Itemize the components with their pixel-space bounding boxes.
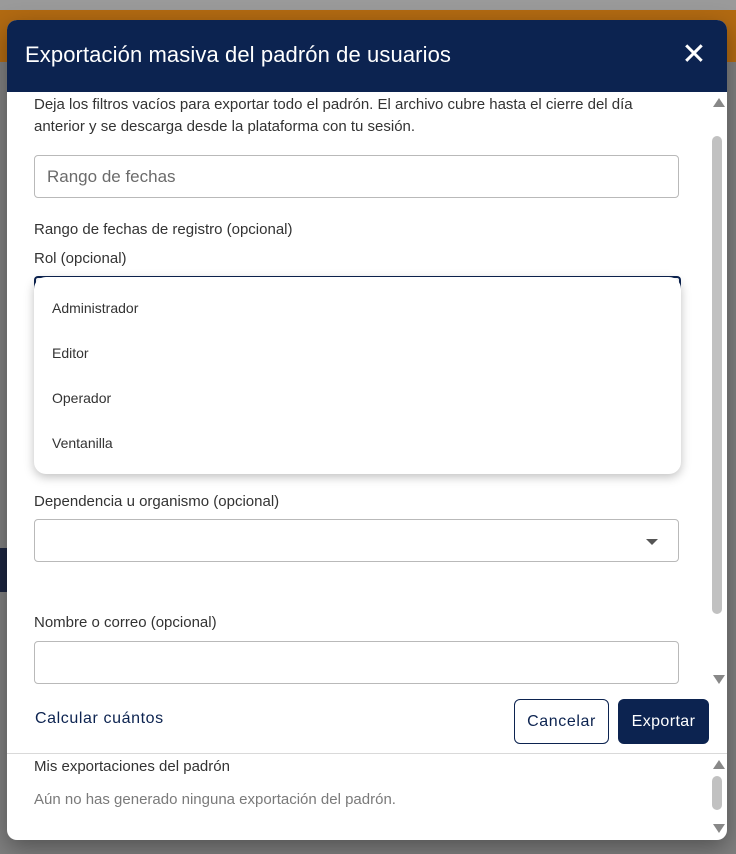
dependency-select[interactable] [34, 519, 679, 562]
role-option-ventanilla[interactable]: Ventanilla [52, 435, 113, 451]
scrollbar-thumb[interactable] [712, 776, 722, 810]
chevron-down-icon [646, 539, 658, 545]
scrollbar-thumb[interactable] [712, 136, 722, 614]
date-range-label: Rango de fechas de registro (opcional) [34, 221, 293, 238]
content-scrollbar[interactable] [709, 92, 725, 692]
arrow-down-icon[interactable] [713, 675, 725, 684]
date-range-input[interactable] [34, 155, 679, 198]
name-email-input[interactable] [34, 641, 679, 684]
my-exports-title: Mis exportaciones del padrón [34, 758, 230, 775]
modal-header [7, 20, 727, 92]
arrow-up-icon[interactable] [713, 760, 725, 769]
my-exports-panel [7, 754, 727, 840]
my-exports-empty-text: Aún no has generado ninguna exportación del padrón. [34, 791, 396, 808]
dependency-label: Dependencia u organismo (opcional) [34, 493, 280, 510]
arrow-up-icon[interactable] [713, 98, 725, 107]
export-modal [7, 20, 727, 840]
close-icon[interactable]: ✕ [681, 38, 707, 71]
role-dropdown-menu [34, 277, 681, 474]
role-option-operador[interactable]: Operador [52, 390, 112, 406]
modal-description: Deja los filtros vacíos para exportar todo el padrón. El archivo cubre hasta el cierre del día anterior y se descarga desde la plataforma con tu sesión. [34, 96, 633, 135]
modal-content [7, 92, 727, 760]
role-option-editor[interactable]: Editor [52, 345, 89, 361]
arrow-down-icon[interactable] [713, 824, 725, 833]
role-option-administrador[interactable]: Administrador [52, 300, 139, 316]
exports-scrollbar[interactable] [709, 754, 725, 840]
role-label: Rol (opcional) [34, 250, 127, 267]
name-email-label: Nombre o correo (opcional) [34, 614, 217, 631]
modal-title: Exportación masiva del padrón de usuarios [25, 42, 452, 67]
cancel-button[interactable]: Cancelar [514, 699, 609, 744]
export-button[interactable]: Exportar [618, 699, 709, 744]
modal-footer [7, 692, 727, 752]
date-range-placeholder: Rango de fechas [47, 167, 176, 186]
calculate-count-button[interactable]: Calcular cuántos [35, 710, 164, 727]
